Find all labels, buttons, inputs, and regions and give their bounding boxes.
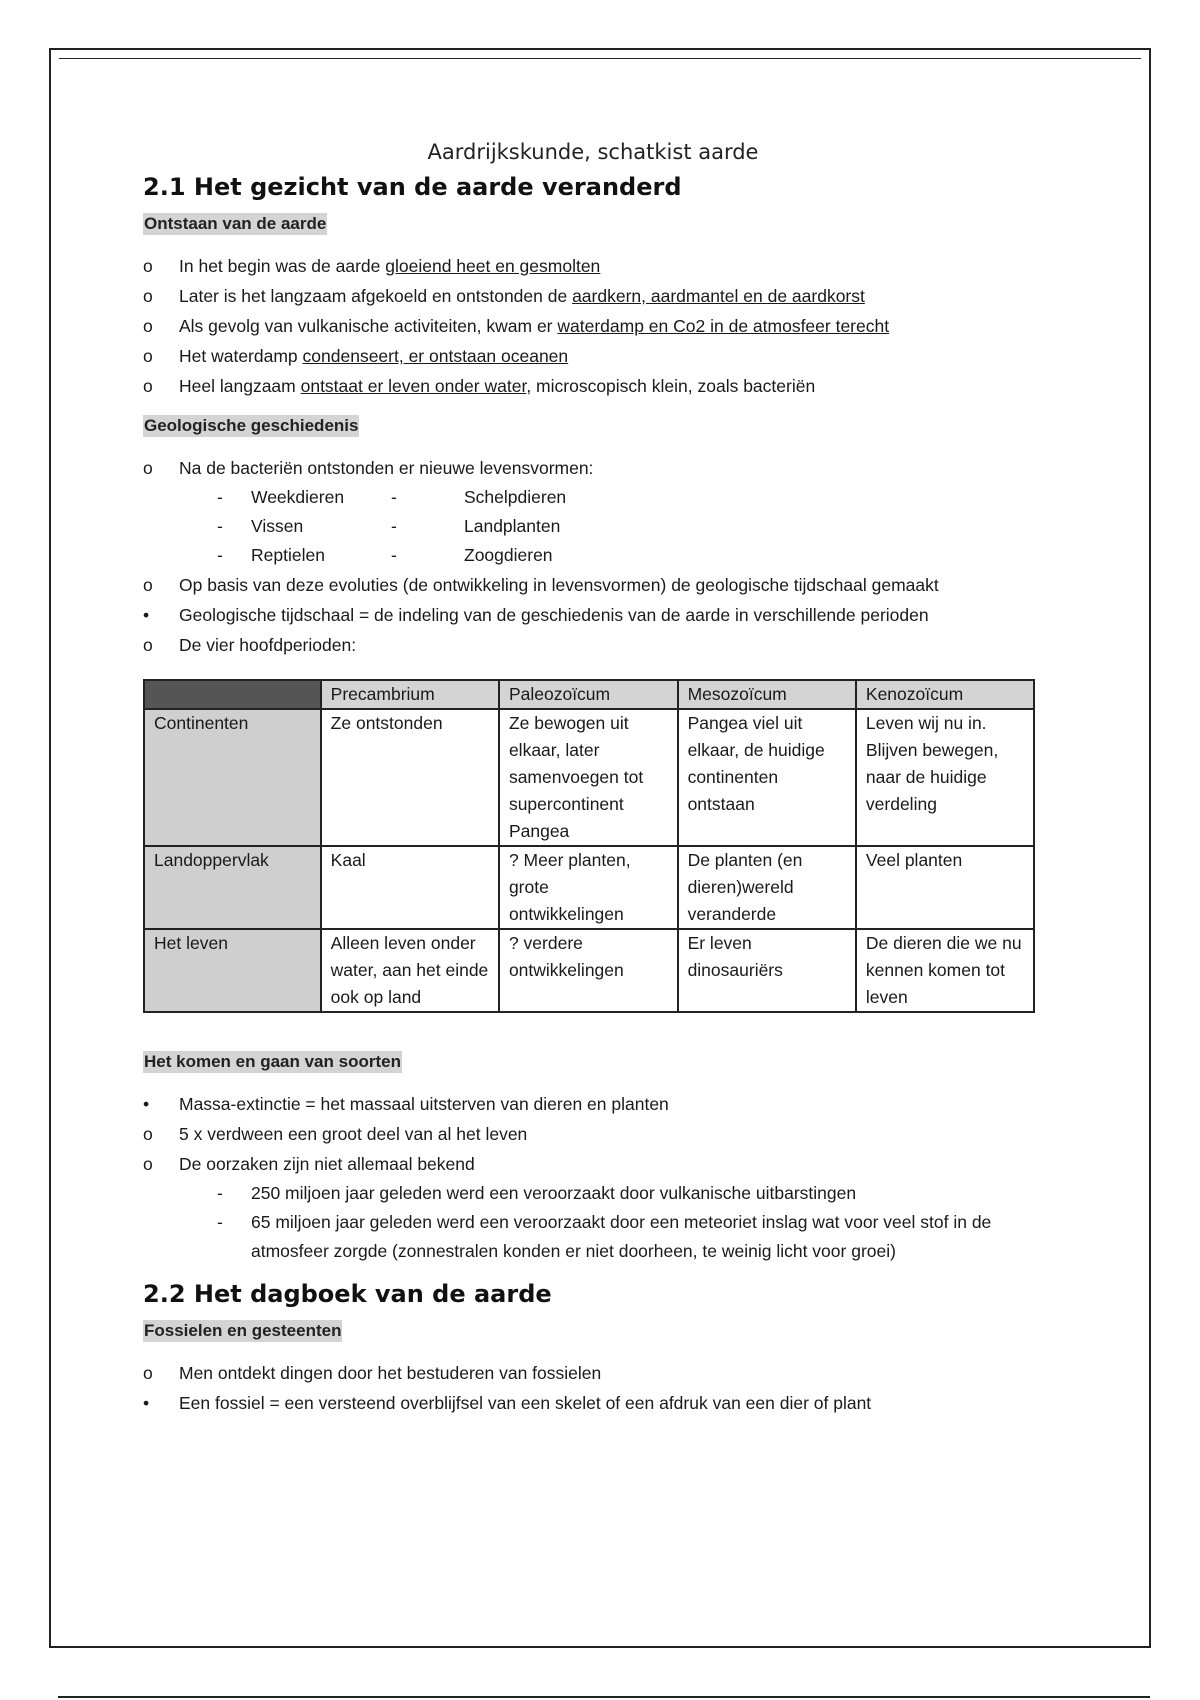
levensvorm-pair: - Weekdieren - Schelpdieren [179,483,1063,512]
column-header: Paleozoïcum [499,680,678,709]
soorten-list [143,1089,1063,1266]
list-item: o 5 x verdween een groot deel van al het leven [143,1119,1063,1149]
document-body [143,140,1063,1432]
row-header: Landoppervlak [144,846,321,929]
table-cell: Ze bewogen uit elkaar, later samenvoegen tot supercontinent Pangea [499,709,678,846]
list-item: o Op basis van deze evoluties (de ontwikkeling in levensvormen) de geologische tijdschaal gemaakt [143,570,1063,600]
list-item: o Heel langzaam ontstaat er leven onder water, microscopisch klein, zoals bacteriën [143,371,1063,401]
levensvormen-list [179,483,1063,570]
frame-top-rule [59,58,1141,59]
table-cell: Alleen leven onder water, aan het einde ook op land [321,929,499,1012]
document-title: Aardrijkskunde, schatkist aarde [427,140,759,164]
list-item: • Geologische tijdschaal = de indeling van de geschiedenis van de aarde in verschillende perioden [143,600,1063,630]
list-item: o Het waterdamp condenseert, er ontstaan oceanen [143,341,1063,371]
bullet-icon: • [143,1094,150,1114]
dash-bullet-icon: - [217,516,223,536]
column-header: Precambrium [321,680,499,709]
oorzaken-list [179,1179,1063,1266]
circle-bullet-icon: o [143,346,153,366]
table-cell: De dieren die we nu kennen komen tot leven [856,929,1034,1012]
circle-bullet-icon: o [143,1363,153,1383]
table-corner-cell [144,680,321,709]
table-row [144,709,1034,846]
bullet-icon: • [143,605,150,625]
row-header: Continenten [144,709,321,846]
table-cell: ? Meer planten, grote ontwikkelingen [499,846,678,929]
geologische-tijdschaal-table [143,679,1035,1013]
geologie-list [143,453,1063,660]
section-heading-2-2: 2.2 Het dagboek van de aarde [143,1280,552,1308]
circle-bullet-icon: o [143,256,153,276]
subheading-soorten: Het komen en gaan van soorten [144,1052,401,1071]
table-cell: De planten (en dieren)wereld veranderde [678,846,856,929]
circle-bullet-icon: o [143,1124,153,1144]
levensvorm-pair: - Vissen - Landplanten [179,512,1063,541]
circle-bullet-icon: o [143,575,153,595]
ontstaan-list [143,251,1063,401]
list-item: • Massa-extinctie = het massaal uitsterven van dieren en planten [143,1089,1063,1119]
list-item: - 250 miljoen jaar geleden werd een veroorzaakt door vulkanische uitbarstingen [179,1179,1063,1208]
row-header: Het leven [144,929,321,1012]
circle-bullet-icon: o [143,376,153,396]
dash-bullet-icon: - [217,1183,223,1203]
subheading-ontstaan: Ontstaan van de aarde [144,214,327,233]
dash-bullet-icon: - [391,545,397,565]
table-cell: Kaal [321,846,499,929]
dash-bullet-icon: - [217,487,223,507]
circle-bullet-icon: o [143,316,153,336]
dash-bullet-icon: - [217,545,223,565]
circle-bullet-icon: o [143,458,153,478]
subheading-geologie: Geologische geschiedenis [144,416,359,435]
fossielen-list [143,1358,1063,1418]
table-row [144,846,1034,929]
table-cell: Leven wij nu in. Blijven bewegen, naar de huidige verdeling [856,709,1034,846]
dash-bullet-icon: - [217,1212,223,1232]
circle-bullet-icon: o [143,1154,153,1174]
levensvorm-pair: - Reptielen - Zoogdieren [179,541,1063,570]
list-item: o In het begin was de aarde gloeiend heet en gesmolten [143,251,1063,281]
dash-bullet-icon: - [391,516,397,536]
circle-bullet-icon: o [143,286,153,306]
table-header-row [144,680,1034,709]
table-cell: Er leven dinosauriërs [678,929,856,1012]
table-cell: ? verdere ontwikkelingen [499,929,678,1012]
subheading-fossielen: Fossielen en gesteenten [144,1321,342,1340]
list-item: o Na de bacteriën ontstonden er nieuwe levensvormen: - Weekdieren - Schelpdieren - Vissen - Landplanten - Reptielen - Zoogdieren [143,453,1063,570]
table-row [144,929,1034,1012]
page-bottom-rule [58,1696,1150,1698]
section-heading-2-1: 2.1 Het gezicht van de aarde veranderd [143,173,682,201]
list-item: o De vier hoofdperioden: [143,630,1063,660]
circle-bullet-icon: o [143,635,153,655]
list-item: • Een fossiel = een versteend overblijfsel van een skelet of een afdruk van een dier of plant [143,1388,1063,1418]
list-item: - 65 miljoen jaar geleden werd een veroorzaakt door een meteoriet inslag wat voor veel stof in de atmosfeer zorgde (zonnestralen konden er niet doorheen, te weinig licht voor groei) [179,1208,1063,1266]
column-header: Kenozoïcum [856,680,1034,709]
table-cell: Ze ontstonden [321,709,499,846]
bullet-icon: • [143,1393,150,1413]
list-item: o Men ontdekt dingen door het bestuderen van fossielen [143,1358,1063,1388]
dash-bullet-icon: - [391,487,397,507]
list-item: o De oorzaken zijn niet allemaal bekend - 250 miljoen jaar geleden werd een veroorzaakt door vulkanische uitbarstingen - 65 miljoen jaar geleden werd een veroorzaakt door een meteoriet inslag wat voor veel stof in de atmosfeer zorgde (zonnestralen konden er niet doorheen, te weinig licht voor groei) [143,1149,1063,1266]
list-item: o Later is het langzaam afgekoeld en ontstonden de aardkern, aardmantel en de aardkorst [143,281,1063,311]
list-item: o Als gevolg van vulkanische activiteiten, kwam er waterdamp en Co2 in de atmosfeer terecht [143,311,1063,341]
column-header: Mesozoïcum [678,680,856,709]
table-cell: Veel planten [856,846,1034,929]
table-cell: Pangea viel uit elkaar, de huidige continenten ontstaan [678,709,856,846]
